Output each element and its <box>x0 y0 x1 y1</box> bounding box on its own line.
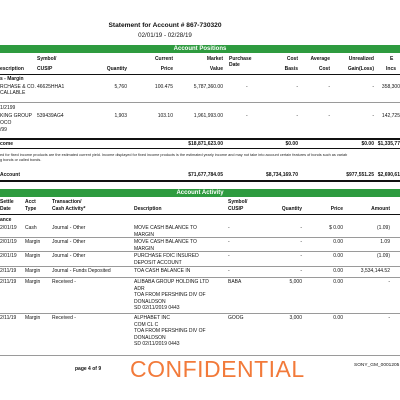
position-market-value: 1,961,993.00 <box>193 113 223 119</box>
activity-price: 0.00 <box>333 279 343 285</box>
col-gain-loss: Gain(Loss) <box>347 66 374 72</box>
col-activity-amount: Amount <box>371 206 390 212</box>
activity-price: 0.00 <box>333 315 343 321</box>
col-activity-price: Price <box>330 206 343 212</box>
col-date: Date <box>229 62 240 68</box>
positions-header-rule <box>0 74 400 75</box>
position-income: 142,725 <box>381 113 400 119</box>
col-activity-description: Description <box>134 206 162 212</box>
position-description-line2: CALLABLE <box>0 90 26 96</box>
income-footnote-line2: g bonds or called bonds. <box>0 158 42 162</box>
activity-row-rule <box>0 313 400 314</box>
activity-quantity: - <box>300 239 302 245</box>
page-number: page 4 of 9 <box>75 366 102 372</box>
confidential-watermark: CONFIDENTIAL <box>130 356 305 382</box>
activity-section-label: ance <box>0 217 12 223</box>
activity-transaction: Journal - Other <box>52 239 86 245</box>
income-footnote: ed for fixed income products are the estimated current yield. Income displayed for fixed income products is the estimated yearly income and may not take into account certain features of bonds such as variab <box>0 153 348 157</box>
col-activity-quantity: Quantity <box>281 206 302 212</box>
activity-symbol: BABA <box>228 279 242 285</box>
activity-description-line: SD 02/11/2019 0443 <box>134 341 180 348</box>
col-cusip: CUSIP <box>37 66 53 72</box>
account-total-label: Account <box>0 172 20 178</box>
positions-total-rule <box>0 138 400 140</box>
positions-total-market: $18,871,623.00 <box>188 141 223 147</box>
activity-settle-date: 2/01/19 <box>0 239 17 245</box>
positions-total-cost: $0.00 <box>285 141 298 147</box>
activity-settle-date: 2/01/19 <box>0 225 17 231</box>
activity-transaction: Journal - Other <box>52 225 86 231</box>
account-total-market: $71,677,784.05 <box>188 172 223 178</box>
activity-acct-type: Margin <box>25 268 41 274</box>
activity-price: 0.00 <box>333 239 343 245</box>
account-total-unrealized: $977,551.25 <box>346 172 374 178</box>
activity-row-rule <box>0 251 400 252</box>
col-acct: Acct <box>25 199 36 205</box>
col-basis: Basis <box>284 66 298 72</box>
activity-description-line: MARGIN <box>134 245 154 252</box>
activity-amount: 3,534,144.52 <box>360 268 390 274</box>
statement-period: 02/01/19 - 02/28/19 <box>138 32 192 39</box>
activity-symbol: GOOG <box>228 315 244 321</box>
col-settle: Settle <box>0 199 14 205</box>
activity-description-line: ADR <box>134 285 145 292</box>
activity-row-rule <box>0 237 400 238</box>
activity-description: PURCHASE FDIC INSURED <box>134 253 199 259</box>
activity-description: MOVE CASH BALANCE TO <box>134 225 197 231</box>
position-description: 1/2199 <box>0 105 16 111</box>
position-market-value: 5,787,360.00 <box>193 84 223 90</box>
position-description-line2: KING GROUP <box>0 113 32 119</box>
position-purchase-date: - <box>246 84 248 90</box>
position-purchase-date: - <box>246 113 248 119</box>
col-current: Current <box>154 56 173 62</box>
activity-symbol: - <box>228 225 230 231</box>
position-cost-basis: - <box>296 113 298 119</box>
activity-description: ALPHABET INC <box>134 315 171 321</box>
activity-price: $ 0.00 <box>329 225 343 231</box>
activity-description: MOVE CASH BALANCE TO <box>134 239 197 245</box>
position-quantity: 5,760 <box>114 84 127 90</box>
col-quantity: Quantity <box>106 66 127 72</box>
position-cusip: 539439AG4 <box>37 113 64 119</box>
activity-description-line: COM CL C <box>134 321 159 328</box>
account-activity-bar <box>0 189 400 197</box>
position-description: RCHASE & CO. <box>0 84 36 90</box>
col-activity-symbol: Symbol/ <box>228 199 248 205</box>
col-transaction: Transaction/ <box>52 199 82 205</box>
activity-settle-date: 2/11/19 <box>0 315 17 321</box>
col-unrealized: Unrealized <box>348 56 374 62</box>
col-income: Incs <box>386 66 397 72</box>
col-price: Price <box>160 66 173 72</box>
col-average: Average <box>310 56 330 62</box>
account-positions-bar <box>0 45 400 53</box>
col-cost: Cost <box>286 56 298 62</box>
account-total-income: $2,690,61 <box>377 172 400 178</box>
activity-price: 0.00 <box>333 253 343 259</box>
positions-total-income: $1,335,77 <box>377 141 400 147</box>
positions-total-unrealized: $0.00 <box>361 141 374 147</box>
activity-transaction: Received - <box>52 315 76 321</box>
activity-transaction: Journal - Funds Deposited <box>52 268 111 274</box>
position-unrealized: - <box>372 84 374 90</box>
positions-total-bottom-rule <box>0 148 400 149</box>
activity-quantity: 3,000 <box>289 315 302 321</box>
activity-description-line: TOA FROM PERSHING DIV OF <box>134 328 206 335</box>
activity-description-line: TOA FROM PERSHING DIV OF <box>134 292 206 299</box>
activity-quantity: - <box>300 253 302 259</box>
col-purchase: Purchase <box>229 56 252 62</box>
activity-quantity: - <box>300 225 302 231</box>
activity-quantity: 5,000 <box>289 279 302 285</box>
activity-transaction: Received - <box>52 279 76 285</box>
activity-description: ALIBABA GROUP HOLDING LTD <box>134 279 209 285</box>
activity-symbol: - <box>228 239 230 245</box>
col-symbol: Symbol/ <box>37 56 57 62</box>
activity-settle-date: 2/11/19 <box>0 279 17 285</box>
activity-amount: (1.09) <box>376 225 390 231</box>
positions-section-label: s - Margin <box>0 76 24 82</box>
position-income: 358,300 <box>381 84 400 90</box>
account-total-cost: $8,734,169.70 <box>266 172 298 178</box>
position-description-line3: OCO <box>0 120 12 126</box>
activity-acct-type: Margin <box>25 239 41 245</box>
activity-header-rule <box>0 214 400 215</box>
positions-total-label: come <box>0 141 14 147</box>
position-row-rule <box>0 102 400 103</box>
position-price: 103.10 <box>157 113 173 119</box>
activity-symbol: - <box>228 253 230 259</box>
activity-amount: - <box>388 315 390 321</box>
activity-description-line: MARGIN <box>134 231 154 238</box>
bates-number: SONY_GM_0001205 <box>354 363 400 368</box>
position-cost-basis: - <box>296 84 298 90</box>
position-quantity: 1,903 <box>114 113 127 119</box>
activity-quantity: - <box>300 268 302 274</box>
account-total-rule <box>0 180 400 182</box>
account-activity-title: Account Activity <box>176 190 224 196</box>
activity-row-rule <box>0 277 400 278</box>
col-est: E <box>390 56 394 62</box>
position-average-cost: - <box>328 113 330 119</box>
activity-amount: (1.09) <box>376 253 390 259</box>
position-price: 100.475 <box>154 84 173 90</box>
position-unrealized: - <box>372 113 374 119</box>
col-description: escription <box>0 66 24 72</box>
activity-acct-type: Cash <box>25 225 37 231</box>
activity-row-rule <box>0 266 400 267</box>
col-value: Value <box>209 66 223 72</box>
account-positions-title: Account Positions <box>173 46 227 52</box>
activity-description-line: DONALDSON <box>134 298 166 305</box>
activity-amount: - <box>388 279 390 285</box>
activity-description-line: DEPOSIT ACCOUNT <box>134 259 182 266</box>
activity-transaction: Journal - Other <box>52 253 86 259</box>
col-market: Market <box>206 56 223 62</box>
activity-description: TOA CASH BALANCE IN <box>134 268 191 274</box>
activity-amount: 1.09 <box>380 239 390 245</box>
activity-settle-date: 2/11/19 <box>0 268 17 274</box>
col-activity-cusip: CUSIP <box>228 206 244 212</box>
activity-description-line: SD 02/11/2019 0443 <box>134 305 180 312</box>
col-cash-activity: Cash Activity* <box>52 206 86 212</box>
activity-price: 0.00 <box>333 268 343 274</box>
position-cusip: 46625HHA1 <box>37 84 65 90</box>
activity-acct-type: Margin <box>25 315 41 321</box>
position-description-line4: /99 <box>0 127 7 133</box>
position-average-cost: - <box>328 84 330 90</box>
activity-settle-date: 2/01/19 <box>0 253 17 259</box>
activity-acct-type: Margin <box>25 279 41 285</box>
activity-symbol: - <box>228 268 230 274</box>
activity-acct-type: Margin <box>25 253 41 259</box>
statement-title: Statement for Account # 867-730320 <box>108 22 222 29</box>
col-acct-type: Type <box>25 206 37 212</box>
col-settle-date: Date <box>0 206 11 212</box>
col-avg-cost: Cost <box>318 66 330 72</box>
activity-description-line: DONALDSON <box>134 334 166 341</box>
